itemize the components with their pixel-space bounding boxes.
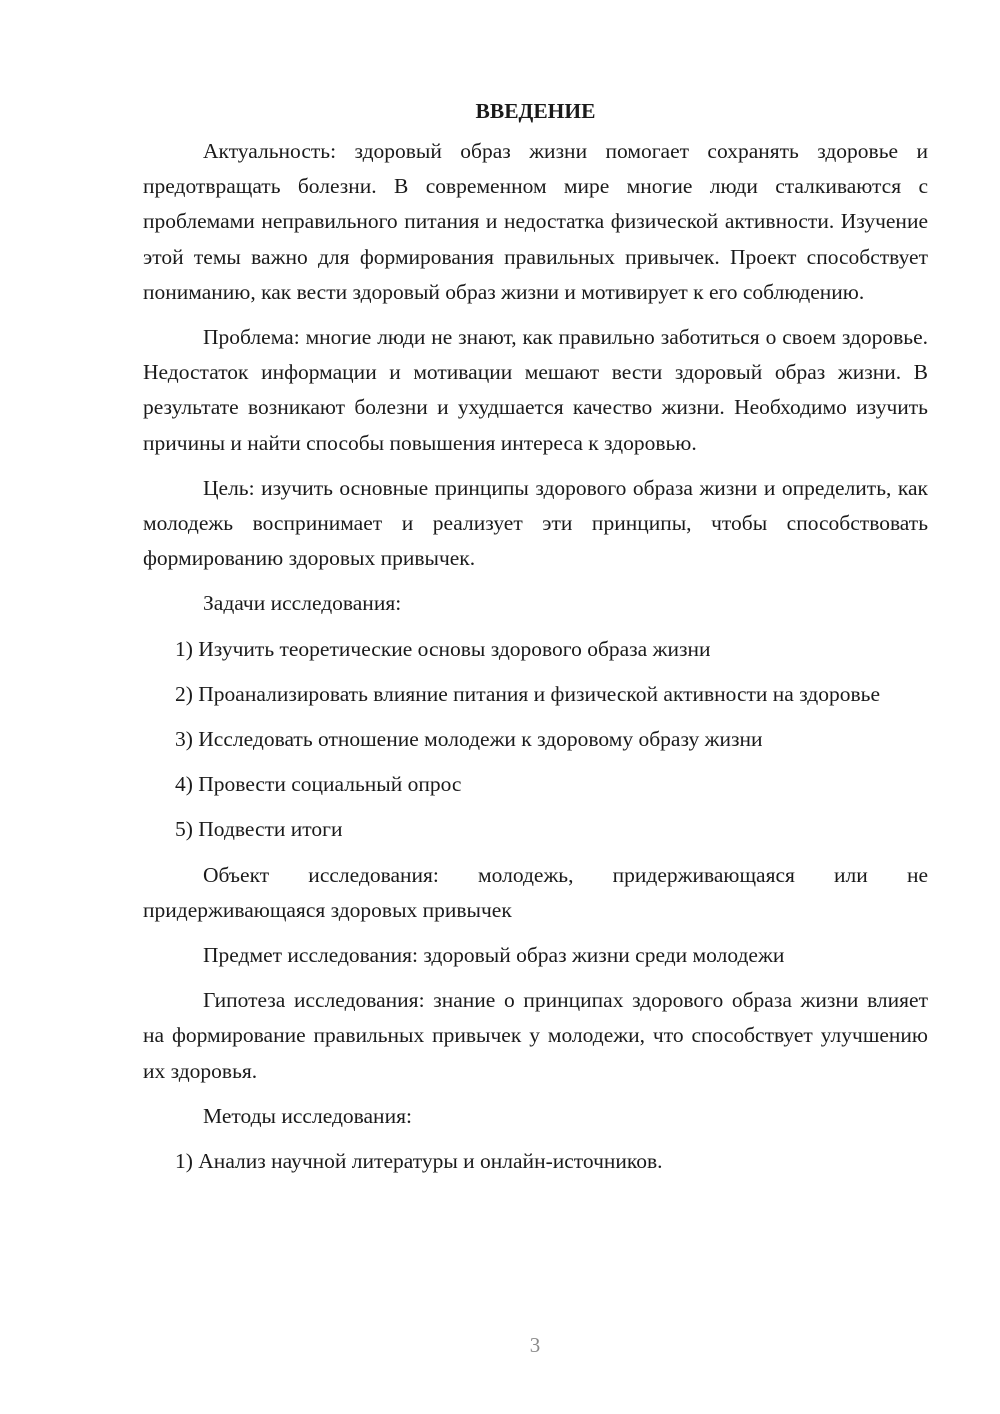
task-item-2: 2) Проанализировать влияние питания и физической активности на здоровье [175,681,880,706]
hypothesis-paragraph: Гипотеза исследования: знание о принципах здорового образа жизни влияет на формирование правильных привычек у молодежи, что способствует улучшению их здоровья. [143,988,928,1083]
page-number: 3 [529,1333,541,1357]
tasks-heading: Задачи исследования: [203,591,402,616]
section-title: ВВЕДЕНИЕ [475,99,596,123]
methods-heading: Методы исследования: [203,1103,412,1128]
object-paragraph: Объект исследования: молодежь, придерживающаяся или не придерживающаяся здоровых привычек [143,862,928,922]
task-item-5: 5) Подвести итоги [175,817,343,842]
task-item-3: 3) Исследовать отношение молодежи к здоровому образу жизни [175,727,763,752]
goal-paragraph: Цель: изучить основные принципы здорового образа жизни и определить, как молодежь воспринимает и реализует эти принципы, чтобы способствовать формированию здоровых привычек. [143,475,928,571]
relevance-paragraph: Актуальность: здоровый образ жизни помогает сохранять здоровье и предотвращать болезни. В современном мире многие люди сталкиваются с проблемами неправильного питания и недостатка физической активности. Изучение этой темы важно для формирования правильных привычек. Проект способствует пониманию, как вести здоровый образ жизни и мотивирует к его соблюдению. [143,139,928,304]
problem-paragraph: Проблема: многие люди не знают, как правильно заботиться о своем здоровье. Недостаток информации и мотивации мешают вести здоровый образ жизни. В результате возникают болезни и ухудшается качество жизни. Необходимо изучить причины и найти способы повышения интереса к здоровью. [143,325,928,455]
method-item-1: 1) Анализ научной литературы и онлайн-источников. [175,1149,663,1174]
page-content [143,96,928,1189]
task-item-1: 1) Изучить теоретические основы здорового образа жизни [175,636,711,661]
task-item-4: 4) Провести социальный опрос [175,772,462,797]
subject-paragraph: Предмет исследования: здоровый образ жизни среди молодежи [203,943,785,968]
